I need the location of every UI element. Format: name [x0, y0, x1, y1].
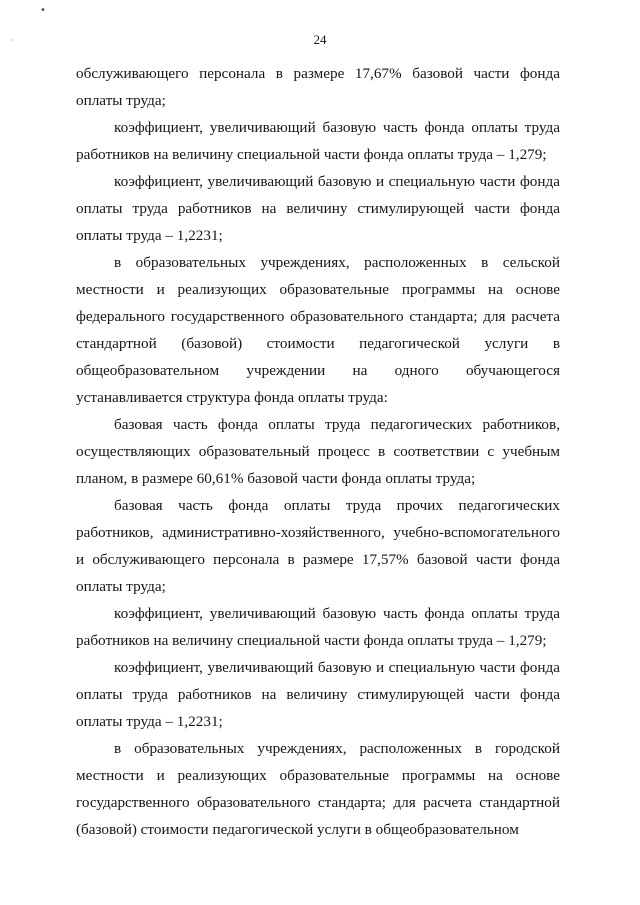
paragraph: в образовательных учреждениях, расположенных в сельской местности и реализующих образовательные программы на основе федерального государственного образовательного стандарта; для расчета стандартной (базовой) стоимости педагогической услуги в общеобразовательном учреждении на одного обучающегося устанавливается структура фонда оплаты труда:	[76, 254, 560, 406]
paragraph: коэффициент, увеличивающий базовую и специальную части фонда оплаты труда работников на величину стимулирующей части фонда оплаты труда – 1,2231;	[76, 173, 560, 244]
paragraph: коэффициент, увеличивающий базовую и специальную части фонда оплаты труда работников на величину стимулирующей части фонда оплаты труда – 1,2231;	[76, 659, 560, 730]
paragraph: базовая часть фонда оплаты труда прочих педагогических работников, административно-хозяйственного, учебно-вспомогательного и обслуживающего персонала в размере 17,57% базовой части фонда оплаты труда;	[76, 497, 560, 595]
paragraph: коэффициент, увеличивающий базовую часть фонда оплаты труда работников на величину специальной части фонда оплаты труда – 1,279;	[76, 119, 560, 163]
paragraph: в образовательных учреждениях, расположенных в городской местности и реализующих образовательные программы на основе государственного образовательного стандарта; для расчета стандартной (базовой) стоимости педагогической услуги в общеобразовательном	[76, 740, 560, 838]
paragraph: коэффициент, увеличивающий базовую часть фонда оплаты труда работников на величину специальной части фонда оплаты труда – 1,279;	[76, 605, 560, 649]
body-text	[76, 60, 560, 843]
paragraph-continuation: обслуживающего персонала в размере 17,67% базовой части фонда оплаты труда;	[76, 65, 560, 109]
scan-artifact-dot: •	[40, 5, 46, 16]
paragraph: базовая часть фонда оплаты труда педагогических работников, осуществляющих образовательный процесс в соответствии с учебным планом, в размере 60,61% базовой части фонда оплаты труда;	[76, 416, 560, 487]
page-number: 24	[313, 32, 327, 47]
scan-artifact-dot: ·	[11, 36, 14, 45]
